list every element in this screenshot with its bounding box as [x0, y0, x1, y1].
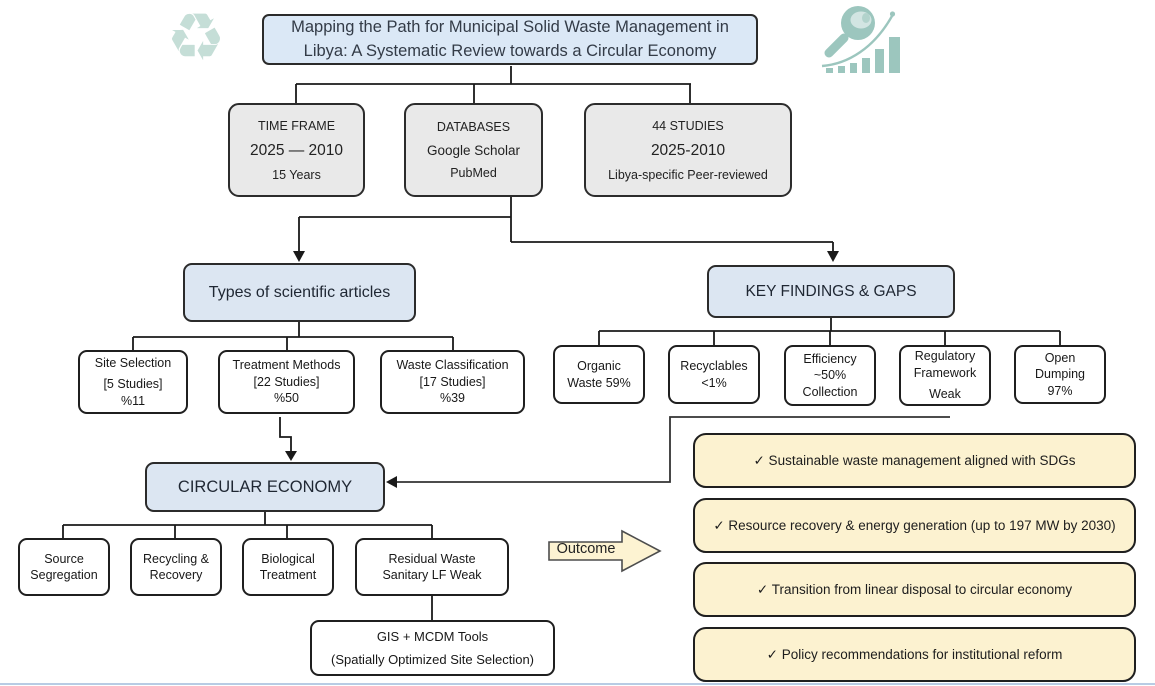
bottom-rule	[0, 683, 1155, 685]
open-dumping-line1: Open	[1044, 350, 1076, 365]
title-box	[262, 14, 758, 65]
gis-mcdm-box	[310, 620, 555, 676]
recycling-recovery-box	[130, 538, 222, 596]
timeframe-value: 2025 — 2010	[249, 141, 344, 159]
studies-note: Libya-specific Peer-reviewed	[608, 167, 768, 182]
treatment-methods-box	[218, 350, 355, 414]
organic-waste-line1: Organic	[577, 359, 621, 373]
recycling-glyph: ♻	[166, 0, 226, 74]
efficiency-box	[784, 345, 876, 406]
outcome-item-sdgs-text: ✓ Sustainable waste management aligned with SDGs	[753, 452, 1076, 468]
databases-value: Google Scholar	[426, 143, 521, 158]
studies-label: 44 STUDIES	[652, 118, 724, 133]
title-text: Mapping the Path for Municipal Solid Waste Management in Libya: A Systematic Review towards a Circular Economy	[291, 18, 729, 60]
key-findings-header	[707, 265, 955, 318]
treatment-methods-line2: [22 Studies]	[253, 374, 320, 389]
regulatory-line1: Regulatory	[914, 349, 976, 364]
recycling-symbol-icon	[150, 0, 242, 78]
source-segregation-line2: Segregation	[30, 568, 98, 582]
databases-box	[404, 103, 543, 197]
regulatory-line3: Weak	[929, 387, 961, 402]
open-dumping-line3: 97%	[1047, 383, 1073, 398]
outcome-item-policy-text: ✓ Policy recommendations for institutional reform	[766, 646, 1063, 662]
recyclables-line2: <1%	[701, 375, 727, 390]
regulatory-box	[899, 345, 991, 406]
gis-mcdm-line2: (Spatially Optimized Site Selection)	[330, 651, 535, 667]
biological-treatment-box	[242, 538, 334, 596]
residual-waste-line2: Sanitary LF Weak	[382, 568, 482, 582]
timeframe-label: TIME FRAME	[257, 118, 336, 133]
outcome-item-policy	[693, 627, 1136, 682]
biological-treatment-line1: Biological	[261, 551, 315, 566]
waste-classification-line1: Waste Classification	[396, 358, 509, 373]
open-dumping-line2: Dumping	[1034, 367, 1086, 382]
efficiency-line2: ~50%	[813, 368, 847, 383]
efficiency-line1: Efficiency	[803, 351, 857, 366]
open-dumping-box	[1014, 345, 1106, 404]
databases-label: DATABASES	[436, 120, 511, 134]
recyclables-line1: Recyclables	[680, 359, 748, 373]
outcome-arrow-label: Outcome	[556, 541, 616, 557]
waste-classification-box	[380, 350, 525, 414]
source-segregation-box	[18, 538, 110, 596]
residual-waste-box	[355, 538, 509, 596]
studies-box	[584, 103, 792, 197]
circular-economy-header-text: CIRCULAR ECONOMY	[177, 477, 353, 496]
outcome-item-transition-text: ✓ Transition from linear disposal to circular economy	[756, 581, 1073, 597]
efficiency-line3: Collection	[802, 384, 858, 399]
outcome-item-sdgs	[693, 433, 1136, 488]
circular-economy-header	[145, 462, 385, 512]
site-selection-box	[78, 350, 188, 414]
timeframe-note: 15 Years	[272, 167, 321, 182]
waste-classification-line2: [17 Studies]	[419, 374, 486, 389]
outcome-item-energy	[693, 498, 1136, 553]
regulatory-line2: Framework	[913, 365, 977, 380]
article-types-header-text: Types of scientific articles	[208, 283, 391, 301]
gis-mcdm-line1: GIS + MCDM Tools	[376, 629, 489, 645]
organic-waste-line2: Waste 59%	[567, 375, 631, 390]
biological-treatment-line2: Treatment	[259, 568, 317, 582]
waste-classification-line3: %39	[439, 391, 466, 406]
treatment-methods-line1: Treatment Methods	[232, 358, 341, 373]
databases-note: PubMed	[450, 166, 497, 180]
magnifier-growth-chart-icon	[816, 2, 911, 80]
studies-value: 2025-2010	[650, 141, 726, 159]
site-selection-line1: Site Selection	[94, 355, 172, 370]
site-selection-line3: %11	[120, 393, 146, 408]
key-findings-header-text: KEY FINDINGS & GAPS	[745, 282, 917, 300]
outcome-item-transition	[693, 562, 1136, 617]
recyclables-box	[668, 345, 760, 404]
recycling-recovery-line2: Recovery	[149, 568, 203, 582]
organic-waste-box	[553, 345, 645, 404]
recycling-recovery-line1: Recycling &	[143, 551, 209, 566]
site-selection-line2: [5 Studies]	[103, 377, 163, 392]
source-segregation-line1: Source	[44, 551, 84, 566]
timeframe-box	[228, 103, 365, 197]
outcome-item-energy-text: ✓ Resource recovery & energy generation (up to 197 MW by 2030)	[713, 517, 1116, 533]
treatment-methods-line3: %50	[273, 391, 300, 406]
residual-waste-line1: Residual Waste	[388, 551, 476, 566]
article-types-header	[183, 263, 416, 322]
